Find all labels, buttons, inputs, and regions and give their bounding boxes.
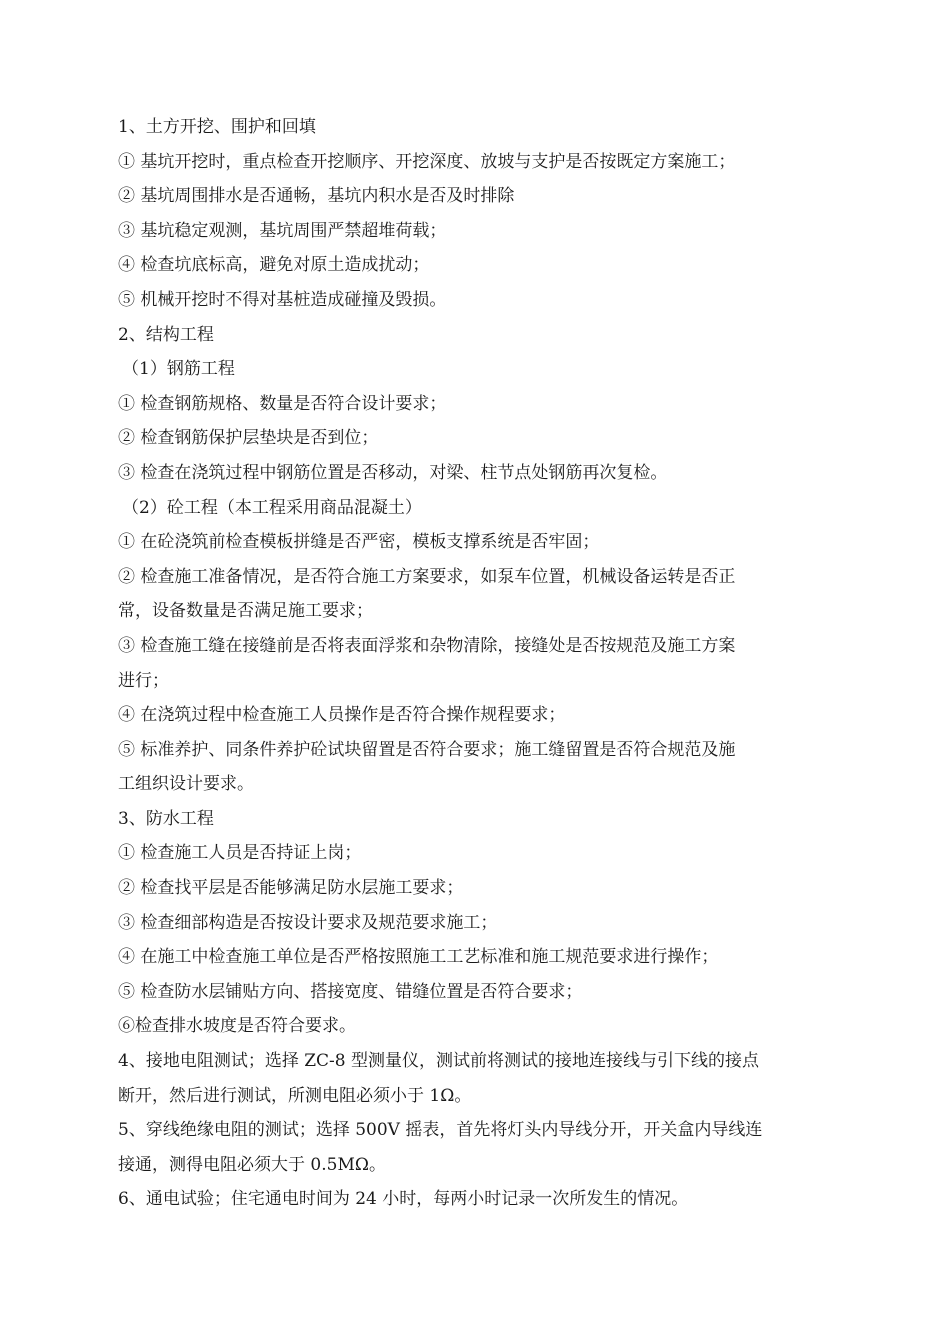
list-item: ① 检查钢筋规格、数量是否符合设计要求；	[118, 393, 447, 414]
subsection-heading: （2）砼工程（本工程采用商品混凝土）	[122, 497, 422, 518]
list-item: ① 检查施工人员是否持证上岗；	[118, 843, 362, 864]
list-item: ② 检查钢筋保护层垫块是否到位；	[118, 428, 379, 449]
section-paragraph: 4、接地电阻测试；选择 ZC-8 型测量仪，测试前将测试的接地连接线与引下线的接点	[118, 1051, 760, 1072]
list-item-continuation: 工组织设计要求。	[118, 774, 254, 795]
list-item: ④ 检查坑底标高，避免对原土造成扰动；	[118, 255, 430, 276]
list-item: ② 检查施工准备情况，是否符合施工方案要求，如泵车位置，机械设备运转是否正	[118, 566, 736, 587]
list-item-continuation: 常，设备数量是否满足施工要求；	[118, 601, 373, 622]
section-heading: 3、防水工程	[118, 808, 214, 829]
list-item: ④ 在浇筑过程中检查施工人员操作是否符合操作规程要求；	[118, 705, 566, 726]
list-item: ④ 在施工中检查施工单位是否严格按照施工工艺标准和施工规范要求进行操作；	[118, 947, 719, 968]
list-item: ③ 检查在浇筑过程中钢筋位置是否移动，对梁、柱节点处钢筋再次复检。	[118, 462, 668, 483]
document-body	[118, 110, 833, 1217]
list-item: ③ 基坑稳定观测，基坑周围严禁超堆荷载；	[118, 220, 447, 241]
list-item: ③ 检查施工缝在接缝前是否将表面浮浆和杂物清除，接缝处是否按规范及施工方案	[118, 635, 736, 656]
section-heading: 1、土方开挖、围护和回填	[118, 117, 316, 137]
list-item: ② 基坑周围排水是否通畅，基坑内积水是否及时排除	[118, 186, 515, 207]
section-paragraph: 5、穿线绝缘电阻的测试；选择 500V 摇表，首先将灯头内导线分开，开关盒内导线连	[118, 1120, 763, 1141]
list-item: ① 在砼浇筑前检查模板拼缝是否严密，模板支撑系统是否牢固；	[118, 532, 600, 553]
subsection-heading: （1）钢筋工程	[122, 359, 235, 380]
section-paragraph-continuation: 断开，然后进行测试，所测电阻必须小于 1Ω。	[118, 1085, 472, 1106]
section-heading: 2、结构工程	[118, 324, 214, 345]
list-item: ⑤ 标准养护、同条件养护砼试块留置是否符合要求；施工缝留置是否符合规范及施	[118, 739, 736, 760]
list-item-continuation: 进行；	[118, 670, 169, 691]
list-item: ③ 检查细部构造是否按设计要求及规范要求施工；	[118, 912, 498, 933]
list-item: ② 检查找平层是否能够满足防水层施工要求；	[118, 878, 464, 899]
list-item: ① 基坑开挖时，重点检查开挖顺序、开挖深度、放坡与支护是否按既定方案施工；	[118, 151, 736, 172]
section-paragraph: 6、通电试验；住宅通电时间为 24 小时，每两小时记录一次所发生的情况。	[118, 1189, 689, 1210]
list-item: ⑤ 机械开挖时不得对基桩造成碰撞及毁损。	[118, 289, 447, 310]
list-item: ⑤ 检查防水层铺贴方向、搭接宽度、错缝位置是否符合要求；	[118, 981, 583, 1002]
section-paragraph-continuation: 接通，测得电阻必须大于 0.5MΩ。	[118, 1154, 386, 1175]
list-item: ⑥检查排水坡度是否符合要求。	[118, 1016, 356, 1037]
